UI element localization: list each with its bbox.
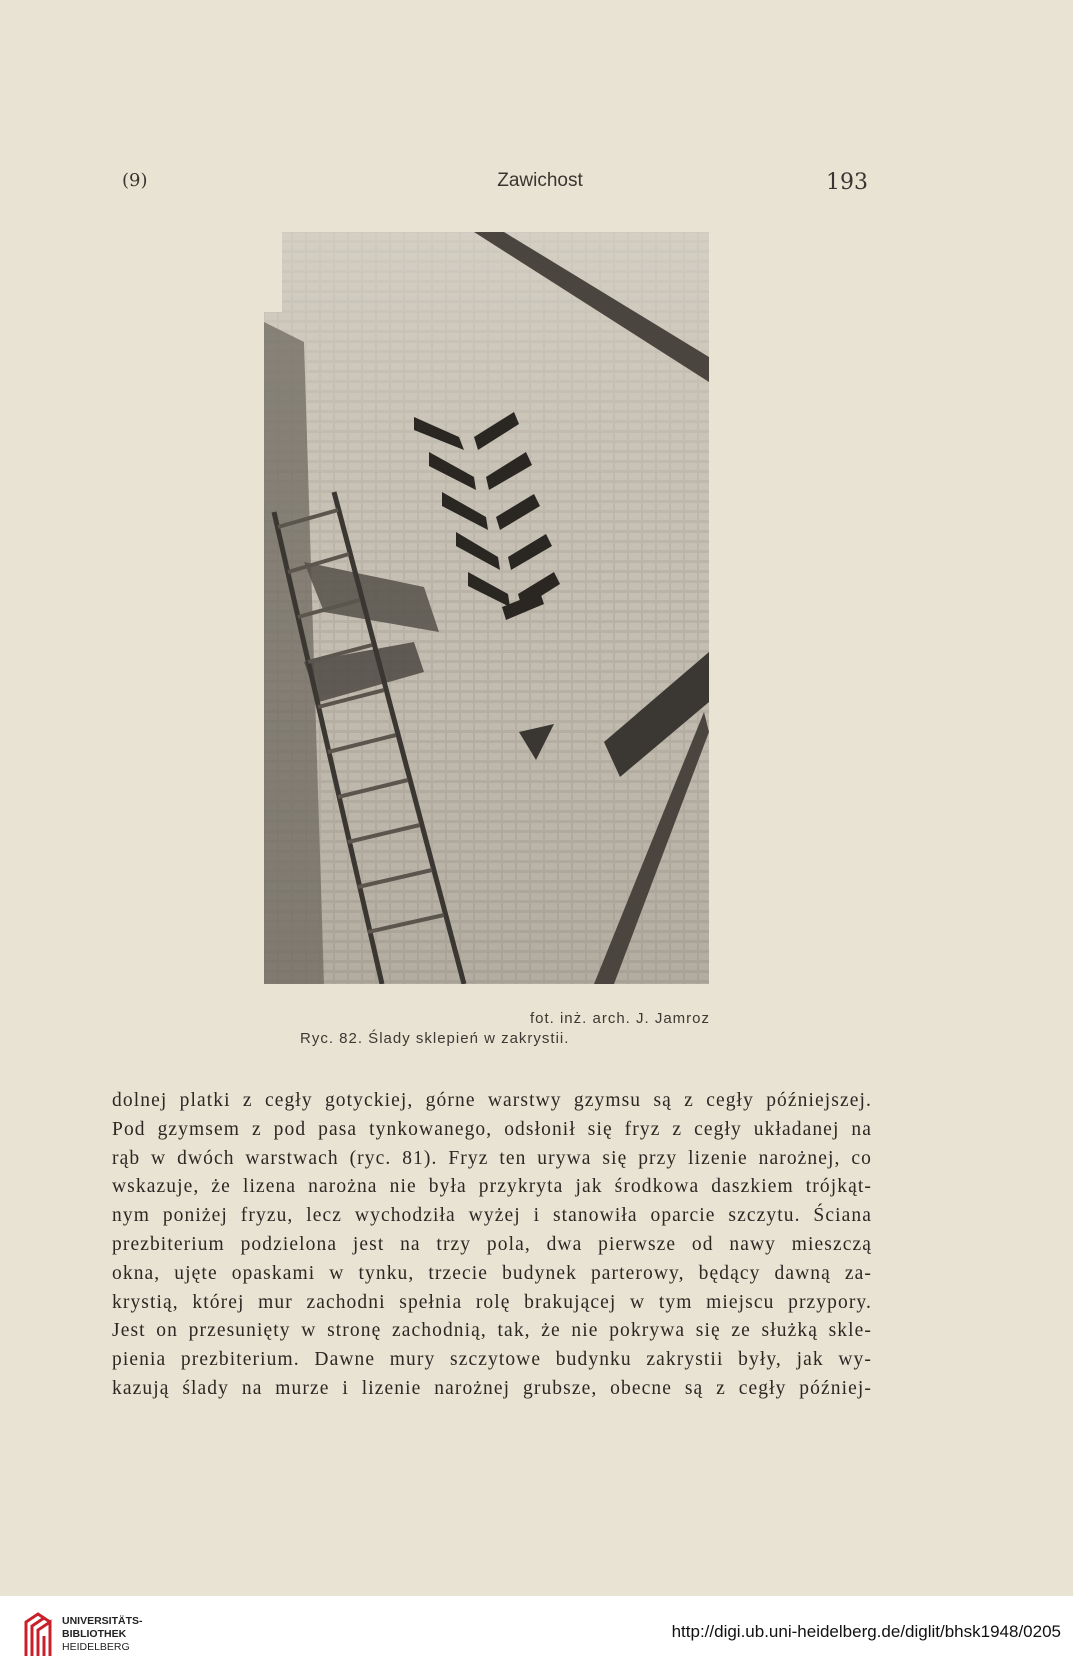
library-name [62, 1615, 143, 1654]
library-logo-icon [22, 1612, 56, 1658]
text-line: Pod gzymsem z pod pasa tynkowanego, odsłonił się fryz z cegły układanej na [112, 1118, 872, 1140]
library-name-line1: UNIVERSITÄTS- [62, 1615, 143, 1627]
text-line: kazują ślady na murze i lizenie narożnej grubsze, obecne są z cegły później- [112, 1377, 872, 1399]
page-number: 193 [826, 170, 868, 195]
figure-photo [264, 232, 709, 984]
photo-credit: fot. inż. arch. J. Jamroz [529, 1010, 710, 1027]
text-line: krystią, której mur zachodni spełnia rolę brakującej w tym miejscu przypory. [112, 1291, 872, 1313]
text-line: nym poniżej fryzu, lecz wychodziła wyżej i stanowiła oparcie szczytu. Ściana [112, 1205, 872, 1227]
viewer-footer [0, 1596, 1073, 1675]
text-line: okna, ujęte opaskami w tynku, trzecie budynek parterowy, będący dawną za- [112, 1262, 872, 1284]
text-line: Jest on przesunięty w stronę zachodnią, tak, że nie pokrywa się ze służką skle- [112, 1320, 872, 1342]
library-logo[interactable] [22, 1612, 162, 1658]
text-line: pienia prezbiterium. Dawne mury szczytowe budynku zakrystii były, jak wy- [112, 1349, 872, 1371]
library-name-line3: HEIDELBERG [62, 1641, 130, 1653]
library-name-line2: BIBLIOTHEK [62, 1628, 127, 1640]
text-line: rąb w dwóch warstwach (ryc. 81). Fryz ten urywa się przy lizenie narożnej, co [112, 1147, 872, 1169]
text-line: dolnej platki z cegły gotyckiej, górne warstwy gzymsu są z cegły późniejszej. [112, 1090, 872, 1111]
running-title: Zawichost [497, 170, 583, 191]
vault-traces-photo [264, 232, 709, 984]
text-line: prezbiterium podzielona jest na trzy pola, dwa pierwsze od nawy mieszczą [112, 1233, 872, 1255]
figure-caption: Ryc. 82. Ślady sklepień w zakrystii. [300, 1030, 570, 1047]
body-text [112, 1087, 872, 1404]
section-number: (9) [122, 170, 148, 191]
page-url-link[interactable]: http://digi.ub.uni-heidelberg.de/diglit/bhsk1948/0205 [671, 1622, 1061, 1641]
text-line: wskazuje, że lizena narożna nie była przykryta jak środkowa daszkiem trójkąt- [112, 1176, 872, 1198]
